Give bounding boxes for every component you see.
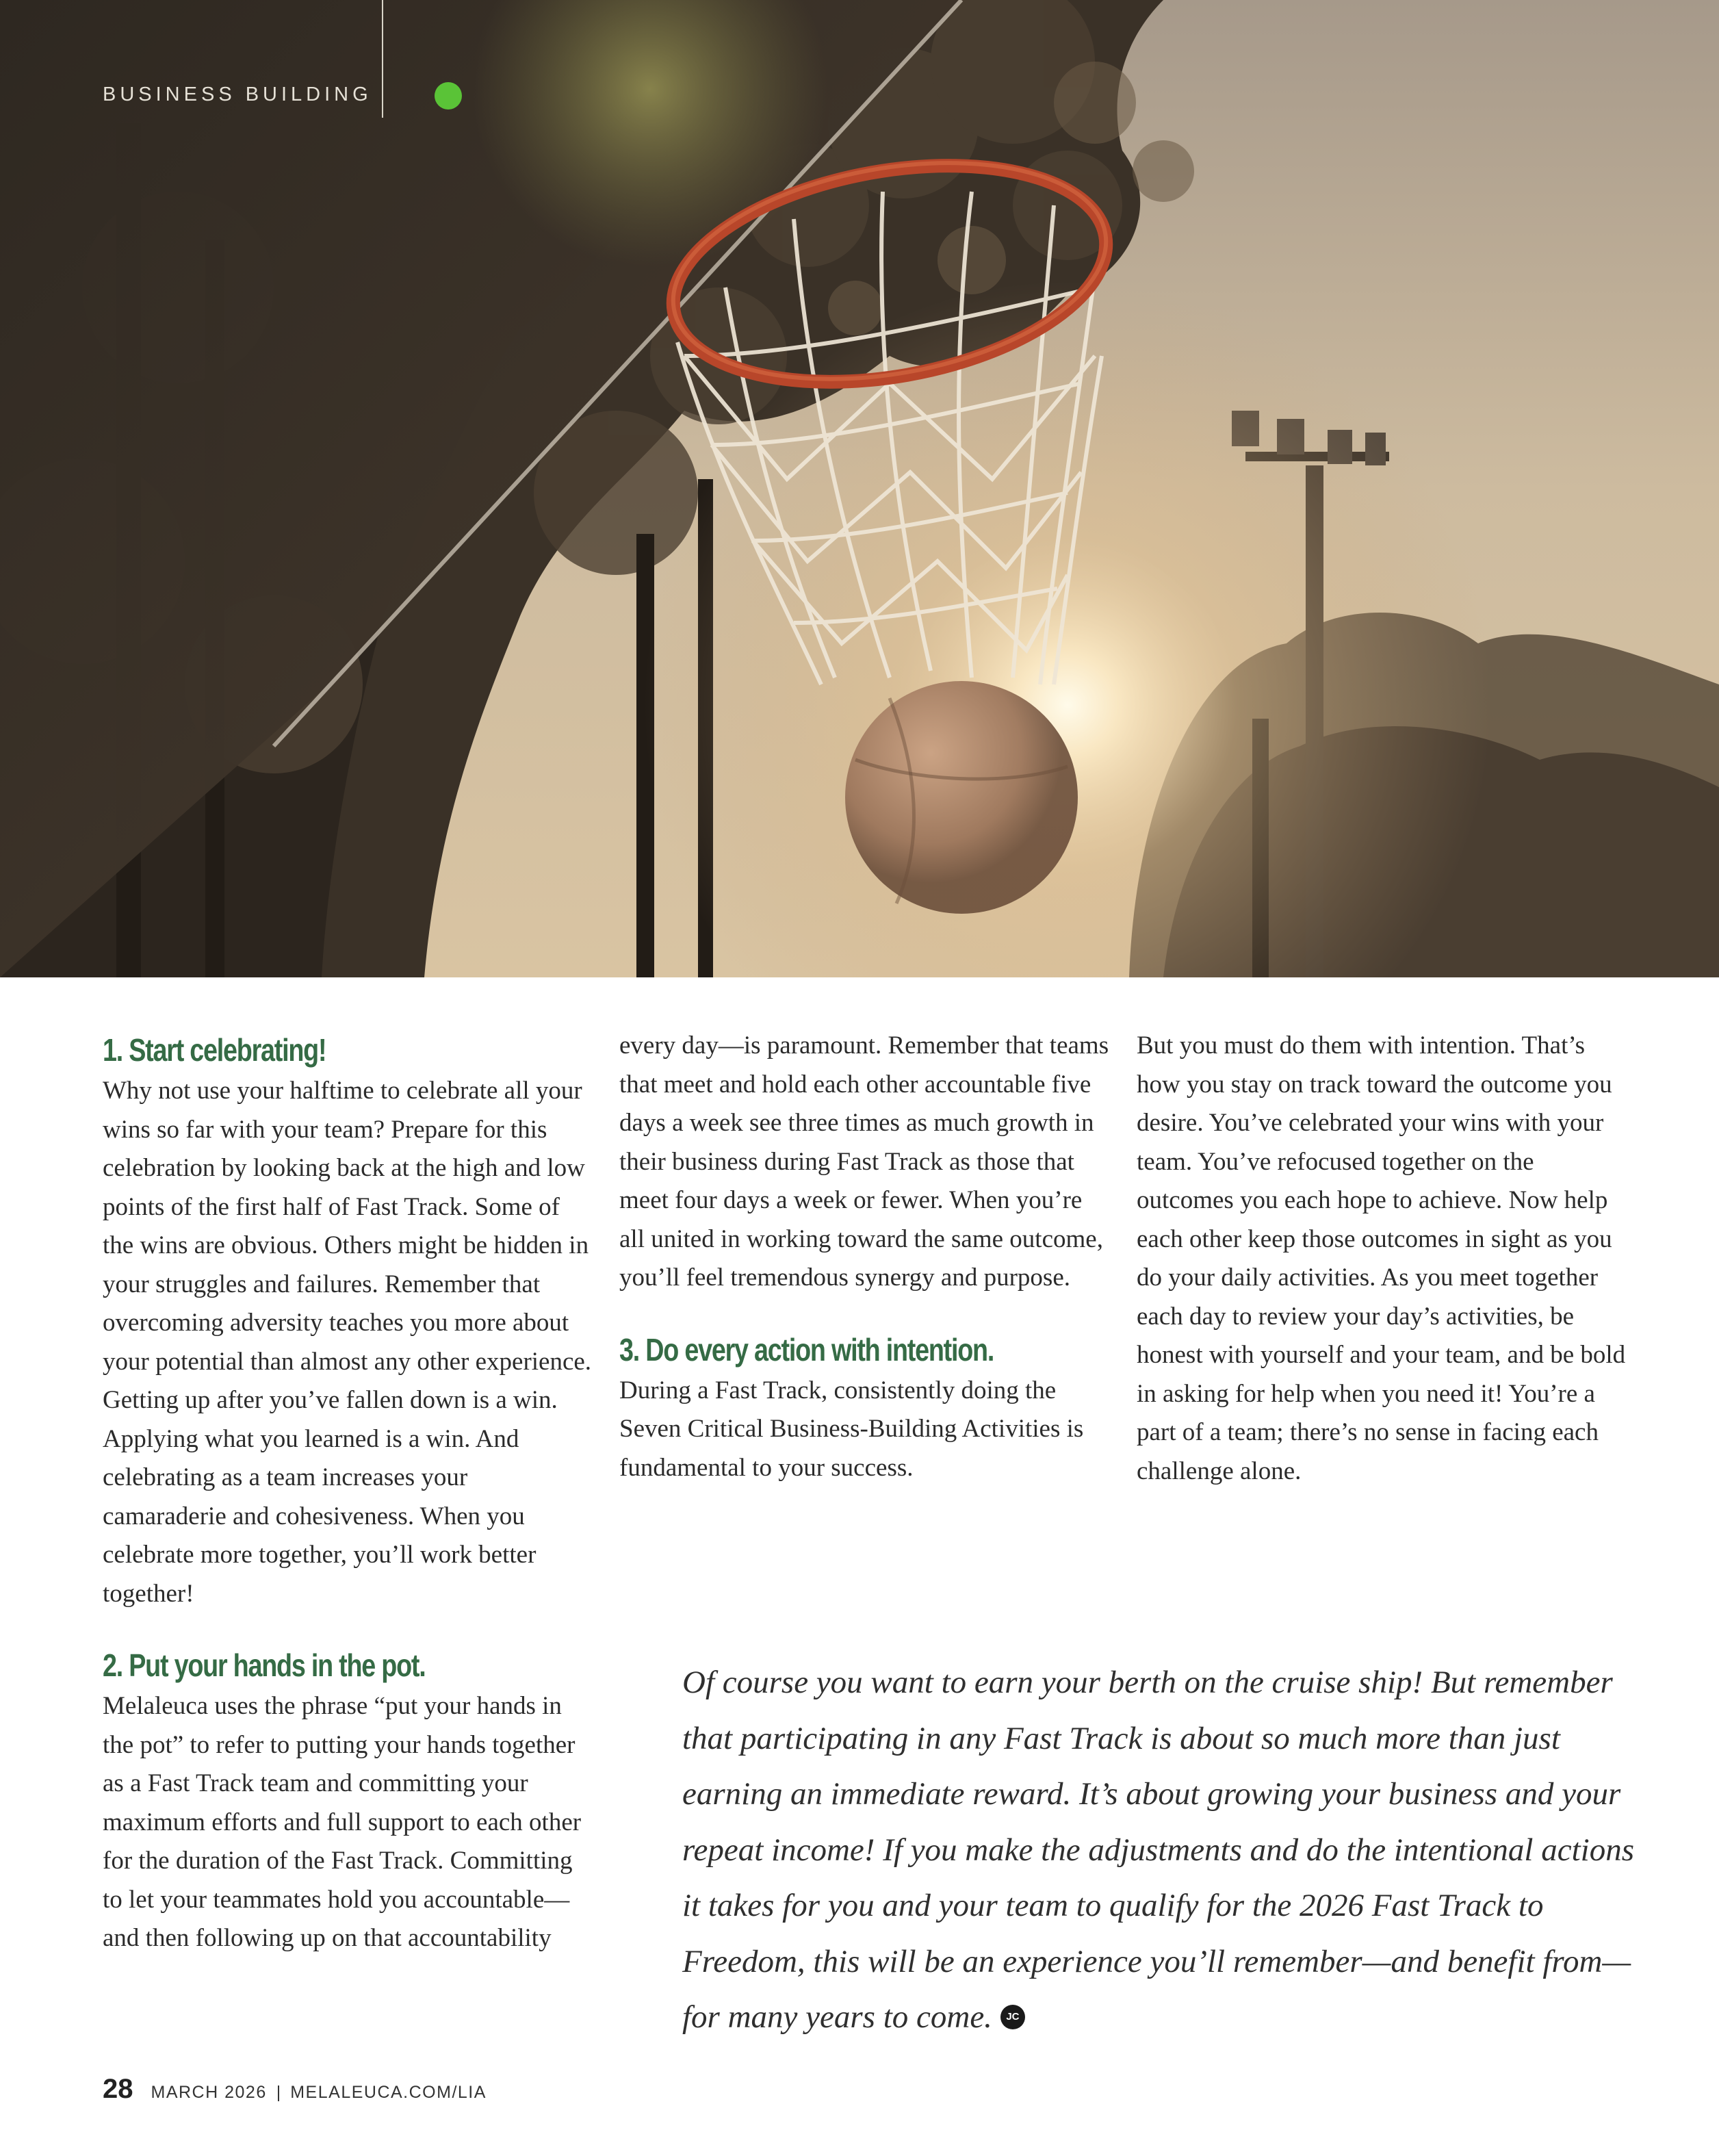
article-column-2 — [619, 1027, 1112, 1487]
heading-hands-in-pot: 2. Put your hands in the pot. — [103, 1647, 426, 1683]
footer-site-link: MELALEUCA.COM/LIA — [290, 2083, 487, 2102]
issue-date: MARCH 2026 — [151, 2083, 267, 2102]
heading-intention: 3. Do every action with intention. — [619, 1331, 994, 1368]
pull-quote-text: Of course you want to earn your berth on the cruise ship! But remember that participating in any Fast Track is about so much more than just earning an immediate reward. It’s about growing your business and your repeat income! If you make the adjustments and do the intentional actions it takes for you and your team to qualify for the 2026 Fast Track to Freedom, this will be an experience you’ll remember—and benefit from—for many years to come. — [682, 1665, 1634, 2035]
basketball-hoop-illustration — [0, 0, 1719, 977]
hero-photo — [0, 0, 1719, 977]
paragraph-hands-in-pot: Melaleuca uses the phrase “put your hands in the pot” to refer to putting your hands together as a Fast Track team and committing your maximum efforts and full support to each other for the duration of the Fast Track. Committing to let your teammates hold you accountable—and then following up on that accountability — [103, 1692, 582, 1952]
section-divider — [382, 0, 383, 118]
section-label: BUSINESS BUILDING — [103, 84, 372, 105]
page-number: 28 — [103, 2074, 133, 2104]
paragraph-start-celebrating: Why not use your halftime to celebrate all your wins so far with your team? Prepare for this celebration by looking back at the high and low points of the first half of Fast Track. Some of the wins are obvious. Others might be hidden in your struggles and failures. Remember that overcoming adversity teaches you more about your potential than almost any other experience. Getting up after you’ve fallen down is a win. Applying what you learned is a win. And celebrating as a team increases your camaraderie and cohesiveness. When you celebrate more together, you’ll work better together! — [103, 1077, 592, 1608]
article-column-1 — [103, 1027, 595, 1958]
heading-start-celebrating: 1. Start celebrating! — [103, 1032, 326, 1068]
page-footer — [103, 2074, 487, 2105]
article-column-3 — [1137, 1027, 1629, 1491]
pull-quote — [682, 1655, 1640, 2046]
paragraph-accountability: every day—is paramount. Remember that teams that meet and hold each other accountable five days a week see three times as much growth in their business during Fast Track as those that meet four days a week or fewer. When you’re all united in working toward the same outcome, you’ll feel tremendous synergy and purpose. — [619, 1031, 1109, 1292]
paragraph-intention: During a Fast Track, consistently doing the Seven Critical Business-Building Activities is fundamental to your success. — [619, 1376, 1084, 1482]
footer-separator: | — [276, 2083, 281, 2102]
jc-end-mark-icon: JC — [1000, 2005, 1025, 2029]
paragraph-with-intention: But you must do them with intention. That’s how you stay on track toward the outcome you desire. You’ve celebrated your wins with your team. You’ve refocused together on the outcomes you each hope to achieve. Now help each other keep those outcomes in sight as you do your daily activities. As you meet together each day to review your day’s activities, be honest with yourself and your team, and be bold in asking for help when you need it! You’re a part of a team; there’s no sense in facing each challenge alone. — [1137, 1031, 1626, 1485]
